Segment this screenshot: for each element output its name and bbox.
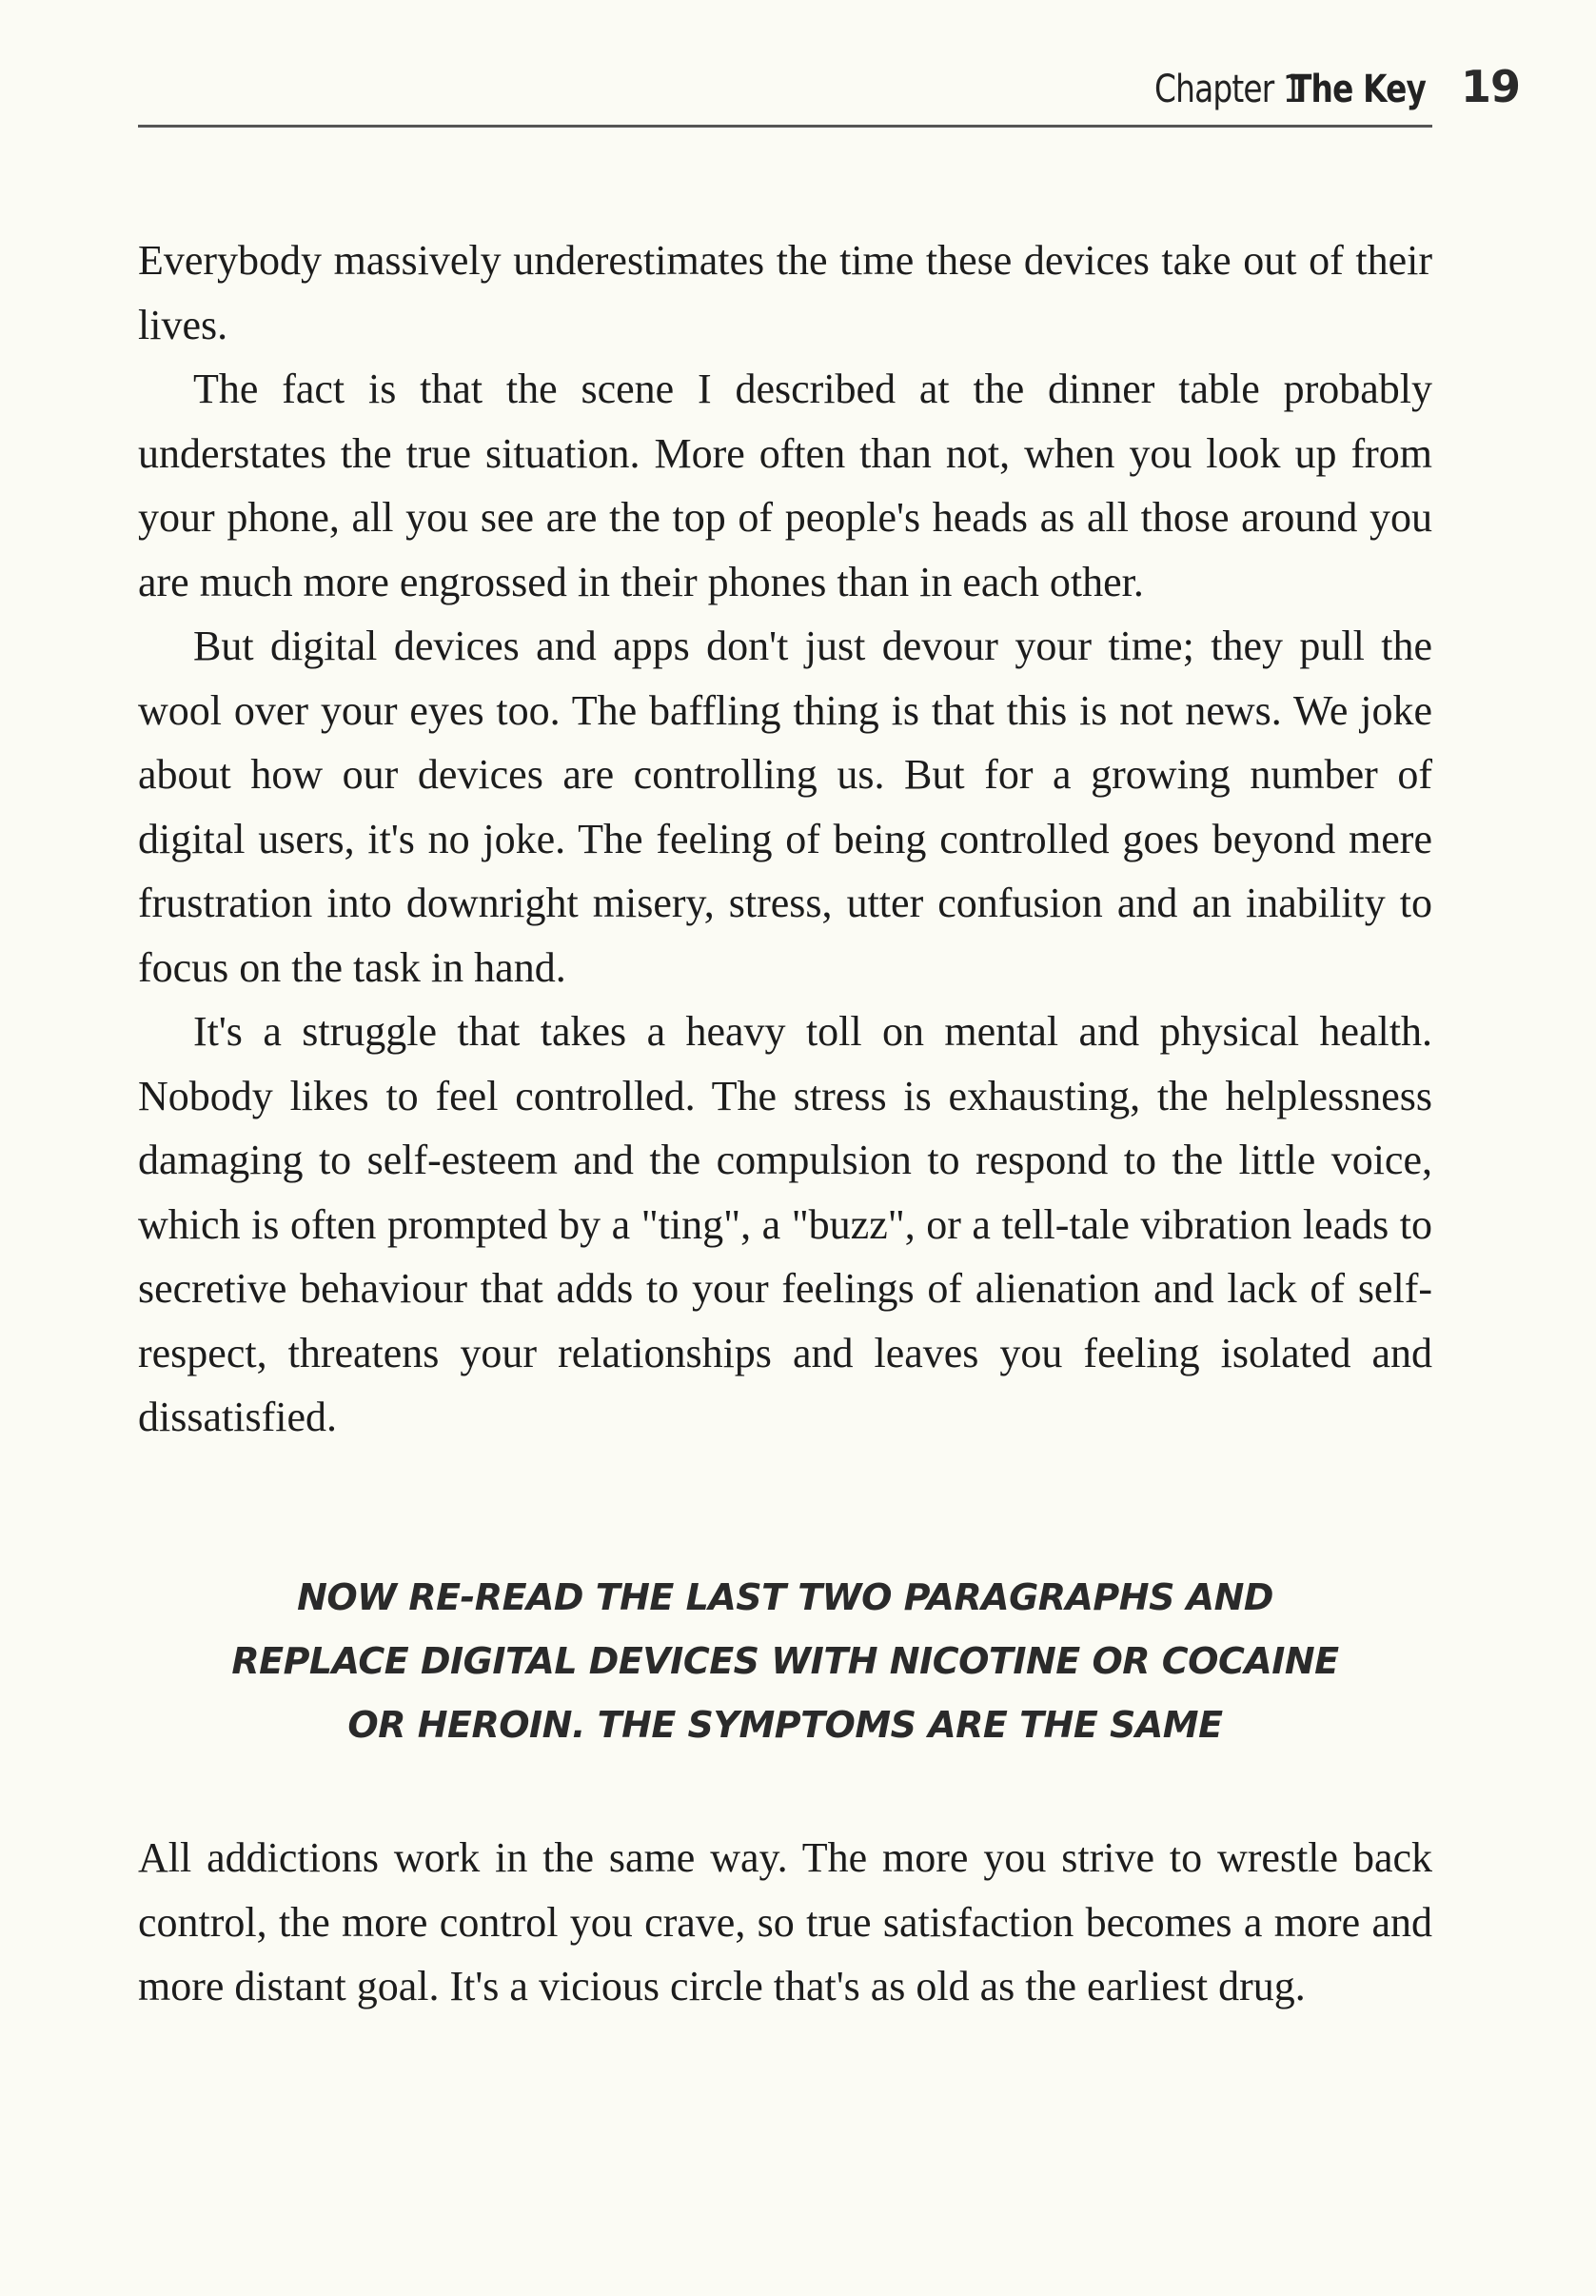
- callout-box: [138, 1566, 1432, 1757]
- callout-line-2: REPLACE DIGITAL DEVICES WITH NICOTINE OR COCAINE: [231, 1640, 1339, 1682]
- callout-line-1: NOW RE-READ THE LAST TWO PARAGRAPHS AND: [297, 1576, 1273, 1618]
- header-rule: [138, 125, 1432, 128]
- paragraph-4: It's a struggle that takes a heavy toll on mental and physical health. Nobody likes to feel controlled. The stress is exhausting, the helplessness damaging to self-esteem and the compulsion to respond to the little voice, which is often prompted by a "ting", a "buzz", or a tell-tale vibration leads to secretive behaviour that adds to your feelings of alienation and lack of self-respect, threatens your relationships and leaves you feeling isolated and dissatisfied.: [138, 1008, 1432, 1440]
- callout-line-3: OR HEROIN. THE SYMPTOMS ARE THE SAME: [347, 1704, 1223, 1746]
- closing-paragraph: All addictions work in the same way. The more you strive to wrestle back control, the more control you crave, so true satisfaction becomes a more and more distant goal. It's a vicious circle that's as old as the earliest drug.: [138, 1834, 1432, 2009]
- paragraph-1: Everybody massively underestimates the time these devices take out of their lives.: [138, 237, 1432, 348]
- running-head: [1122, 61, 1520, 122]
- page-number: 19: [1460, 61, 1520, 112]
- paragraph-3: But digital devices and apps don't just devour your time; they pull the wool over your eyes too. The baffling thing is that this is not news. We joke about how our devices are controlling us. But for a growing number of digital users, it's no joke. The feeling of being controlled goes beyond mere frustration into downright misery, stress, utter confusion and an inability to focus on the task in hand.: [138, 623, 1432, 991]
- closing-text: [138, 1826, 1432, 2019]
- body-text: [138, 228, 1432, 1450]
- chapter-title: The Key: [1290, 68, 1426, 111]
- paragraph-2: The fact is that the scene I described at the dinner table probably understates the true situation. More often than not, when you look up from your phone, all you see are the top of people's heads as all those around you are much more engrossed in their phones than in each other.: [138, 366, 1432, 605]
- chapter-label: Chapter 1: [1153, 68, 1302, 111]
